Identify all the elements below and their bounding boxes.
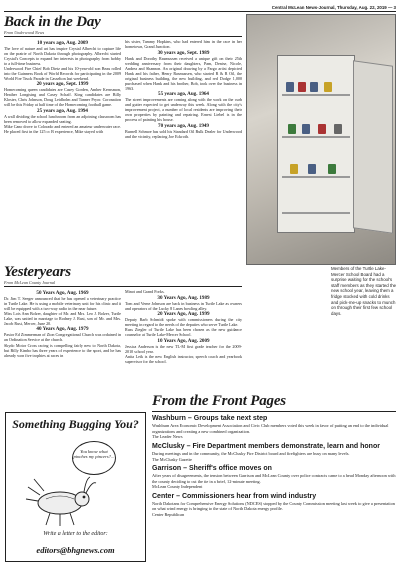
back-in-the-day-subtitle: From Underwood News — [4, 30, 45, 35]
item-paragraph: The love of nature and art has inspire Crystal Albrecht to capture life on the prairie of North Dakota through photography. Albrecht started Crystal's Concepts to expand her interests in photography from hobby to a full-time business. — [4, 45, 121, 66]
back-column-1 — [4, 39, 121, 139]
page-header-text: Central McLean News-Journal, Thursday, Aug. 22, 2019 — 3 — [271, 5, 396, 10]
front-page-source: The Leader News — [152, 434, 183, 440]
front-page-item — [152, 465, 396, 490]
year-heading: 50 Years Ago, Aug. 1969 — [36, 289, 89, 296]
ad-title: Something Bugging You? — [12, 417, 139, 431]
front-pages-header — [152, 393, 396, 412]
year-heading: 20 years ago, Sept. 1999 — [36, 81, 89, 88]
year-heading: 20 Years Ago, Aug. 1999 — [157, 311, 210, 317]
yesteryears-column-2 — [125, 289, 242, 364]
front-page-source: Center Republican — [152, 512, 185, 518]
item-paragraph: Pastor Ed Zimmerman of Zion Congregational Church was ordained in an Ordination Service at the church. — [4, 332, 121, 343]
year-heading: 10 Years Ago, Aug. 2009 — [157, 337, 210, 344]
item-paragraph: Hank and Dorothy Rasmussen received a unique gift on their 25th wedding anniversary from their daughters, Pam, Denise, Nicole, Andrea and Shannon. An original drawing by a Fargo artist depicted Hank and his father, Henry Rasmussen, who started R & R Oil, the original business building, the new building, and red Dodge 1,000 purchased when Hank and his brother, Bob, took over the business in 1963. — [125, 55, 242, 91]
item-paragraph: Tom and Verne Johnson are back in business in Turtle Lake as owners and operators of the Lucky 8 Lanes bowling alley. — [125, 300, 242, 311]
item-paragraph: Minot and Grand Forks. — [125, 289, 165, 294]
item-paragraph: Jessica Anderson is the new TL-M first grade teacher for the 2009-2010 school year. — [125, 343, 242, 354]
front-page-headline: Center – Commissioners hear from wind industry — [152, 492, 317, 500]
item-paragraph: his sister, Tammy Hopkins, who had entered him in the race in her hometown, Grand Junction. — [125, 39, 242, 49]
item-paragraph: Burnell Schmoe has sold his Standard Oil Bulk Dealer for Underwood and the vicinity, replacing Joe Eckroth. — [125, 128, 242, 139]
front-page-summary: Washburn Area Economic Development Association and Civic Club members voted this week in favor of putting an end to the individual organizations and creating a new combined organization. — [152, 423, 389, 434]
year-heading: 25 years ago, Aug. 1994 — [37, 107, 88, 114]
item-paragraph: Deputy Barb Schmidt spoke with commissioners during the city meeting in regard to the needs of the deputies who serve Turtle Lake. — [125, 317, 242, 327]
item-paragraph: Anita Leik is the new English instructor, speech coach and yearbook supervisor for the school. — [125, 354, 242, 365]
yesteryears-title: Yesteryears — [4, 264, 71, 280]
item-paragraph: Mike Cano drove to Colorado and entered an amateur underwater race. He placed first in the 125 cc B experience, Mike stayed with — [4, 124, 121, 135]
yesteryears-section — [4, 264, 242, 364]
item-paragraph: Russ Ziegler of Turtle Lake has been chosen as the new guidance counselor at Turtle Lake-Mercer School. — [125, 327, 242, 338]
front-page-summary: After years of disagreements, the tension between Garrison and McLean County over police contracts came to a head Monday afternoon with the county deciding to cut the tie in a brief, 12-minute meeting. — [152, 473, 396, 484]
back-in-the-day-header — [4, 14, 242, 37]
letter-to-editor-ad — [5, 412, 146, 562]
back-column-2 — [125, 39, 242, 139]
photo-caption: Members of the Turtle Lake-Mercer School Board had a surprise waiting for the school's staff members as they started the new school year, leaving them a fridge stocked with cold drinks and pick-me-up snacks to munch on through their first few school days. — [331, 266, 397, 316]
front-page-headline: Washburn – Groups take next step — [152, 415, 268, 422]
item-paragraph: Miss Lois Ann Bolzer, daughter of Mr. and Mrs. Leo J. Bolzer, Turtle Lake, was united in marriage to Rodney J. Rust, son of Mr. and Mrs. Jacob Rust, Mercer, June 20. — [4, 310, 121, 326]
front-page-item — [152, 443, 396, 462]
year-heading: 40 Years Ago, Aug. 1979 — [36, 326, 89, 333]
front-page-summary: North Dakotans for Comprehensive Energy Solutions (NDCES) stopped by the County Commission meeting last week to give a presentation on what wind energy is bringing to the state of North Dakota energy profile. — [152, 501, 395, 512]
item-paragraph: A wall dividing the school lunchroom from an adjoining classroom has been removed to allow expanded seating. — [4, 113, 121, 124]
page-header — [4, 2, 396, 12]
bug-illustration-icon — [20, 469, 100, 529]
yesteryears-header — [4, 264, 242, 287]
item-paragraph: Underwood Fire Chief Bob Dietz and his 10-year-old son Beau rolled into the Guinness Book of World Records for participating in the 2009 World Fire Truck Parade in Casselton last weekend. — [4, 65, 121, 81]
front-page-item — [152, 493, 396, 518]
back-in-the-day-title: Back in the Day — [4, 14, 101, 30]
fridge-interior — [277, 55, 355, 233]
item-paragraph: Homecoming queen candidates are Casey Gorden, Amber Kernsmon, Heather Longtsing and Casey Schaff. King candidates are Billy Kloster, Chris Johnson, Doug Leidholm and Tanner Pryor. Coronation will be this Friday at half time of the Homecoming football game. — [4, 87, 121, 108]
year-heading: 10 years ago, Aug. 2009 — [37, 39, 88, 46]
front-page-item — [152, 415, 396, 440]
fridge-door — [353, 60, 393, 234]
front-page-headline: McClusky – Fire Department members demonstrate, learn and honor — [152, 442, 380, 450]
front-pages-section — [152, 393, 396, 517]
item-paragraph: Dr. Jim T. Seeger announced that he has opened a veterinary practice in Turtle Lake. He is using a mobile veterinary unit for his clinic and it will be equipped with a two-way radio in the near future. — [4, 295, 121, 311]
year-heading: 70 years ago, Aug. 1949 — [158, 122, 209, 129]
yesteryears-subtitle: From McLean County Journal — [4, 280, 56, 285]
item-paragraph: Skydo Motor Cross racing is compelling fairly new to North Dakota, but Billy Kimbo has three years of experience to the sport, and he has already won five trophies at races in — [4, 342, 121, 358]
year-heading: 30 years ago, Sept. 1989 — [157, 49, 210, 56]
ad-speech-bubble: You know what pinches my pincers?... — [72, 441, 116, 475]
yesteryears-column-1 — [4, 289, 121, 364]
front-page-summary: During meetings and in the community, the McClusky Fire District board and firefighters are busy on many levels. — [152, 451, 350, 457]
item-paragraph: The street improvements are coming along with the work on the curb and gutter expected to get underway this week. Along with the city's improvement project, a number of local residents are improving their own properties by painting and repairing. Ernest Liebel is in the process of painting his house. — [125, 97, 242, 122]
front-page-source: McLean County Independent — [152, 484, 203, 490]
ad-email: editors@bhgnews.com — [36, 545, 115, 555]
ad-call-to-action: Write a letter to the editor: — [43, 531, 108, 537]
fridge-photo — [246, 14, 396, 265]
front-page-headline: Garrison – Sheriff's office moves on — [152, 465, 272, 473]
back-in-the-day-section — [4, 14, 242, 139]
front-page-source: The McClusky Gazette — [152, 456, 192, 462]
year-heading: 30 Years Ago, Aug. 1989 — [157, 294, 210, 301]
year-heading: 55 years ago, Aug. 1964 — [158, 91, 209, 97]
front-pages-title: From the Front Pages — [152, 393, 286, 409]
front-pages-list — [152, 415, 396, 517]
